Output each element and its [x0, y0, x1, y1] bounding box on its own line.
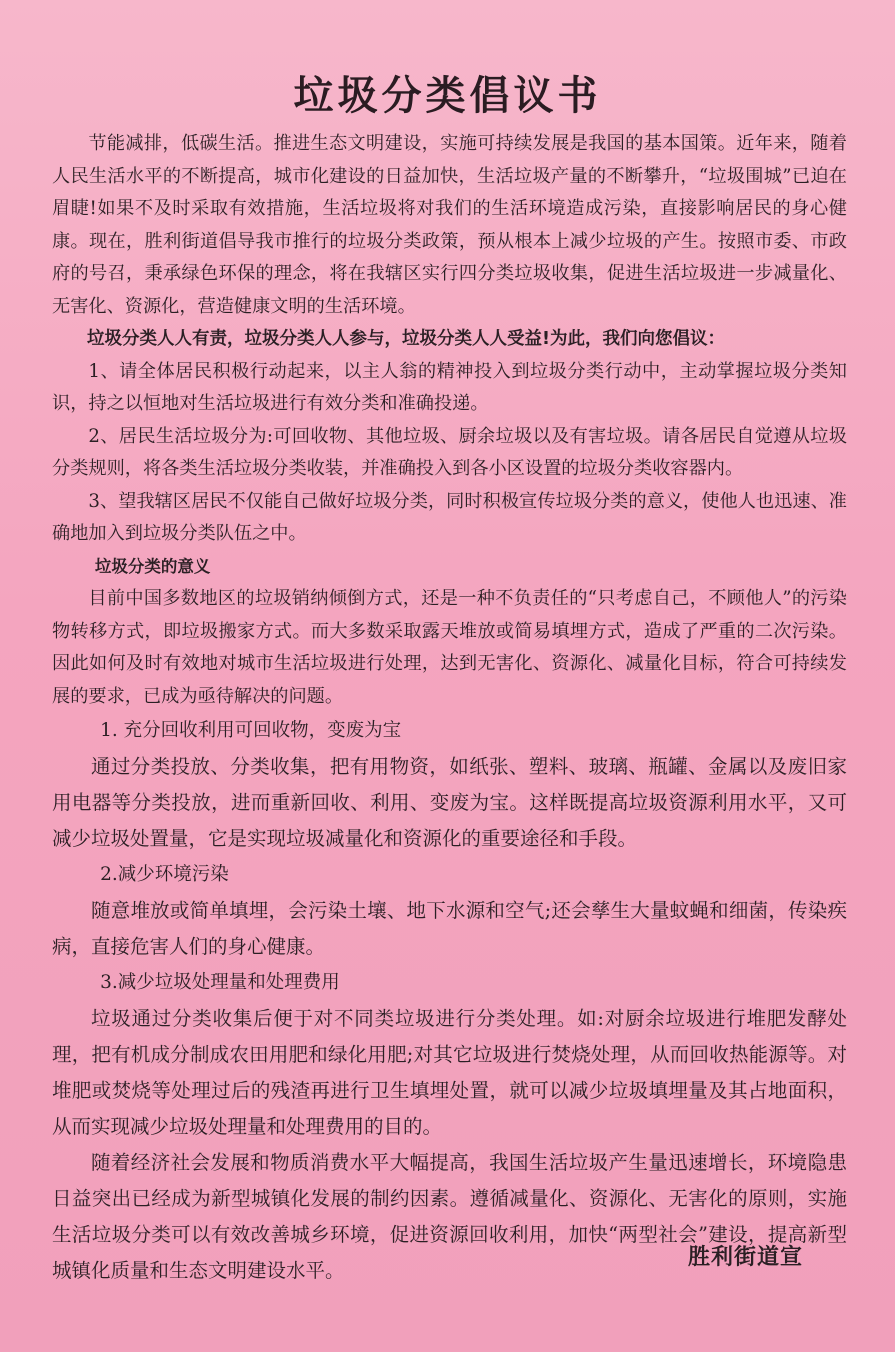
point-text-1: 通过分类投放、分类收集，把有用物资，如纸张、塑料、玻璃、瓶罐、金属以及废旧家用电器等分类投放，进而重新回收、利用、变废为宝。这样既提高垃圾资源利用水平，又可减少垃圾处置量，它是实现垃圾减量化和资源化的重要途径和手段。 [52, 755, 847, 850]
proposal-item-3: 3、望我辖区居民不仅能自己做好垃圾分类，同时积极宣传垃圾分类的意义，使他人也迅速、准确地加入到垃圾分类队伍之中。 [52, 490, 847, 544]
meaning-paragraph: 目前中国多数地区的垃圾销纳倾倒方式，还是一种不负责任的“只考虑自己，不顾他人”的污染物转移方式，即垃圾搬家方式。而大多数采取露天堆放或简易填埋方式，造成了严重的二次污染。因此如何及时有效地对城市生活垃圾进行处理，达到无害化、资源化、减量化目标，符合可持续发展的要求，已成为亟待解决的问题。 [52, 588, 847, 707]
document-title: 垃圾分类倡议书 [293, 73, 602, 119]
point-heading-2: 2.减少环境污染 [100, 864, 229, 885]
meaning-heading: 垃圾分类的意义 [94, 556, 211, 576]
point-text-2: 随意堆放或简单填埋，会污染土壤、地下水源和空气;还会孳生大量蚊蝇和细菌，传染疾病，直接危害人们的身心健康。 [52, 899, 847, 958]
call-to-action: 垃圾分类人人有责，垃圾分类人人参与，垃圾分类人人受益!为此，我们向您倡议： [87, 329, 725, 349]
point-heading-3: 3.减少垃圾处理量和处理费用 [100, 972, 340, 993]
intro-paragraph: 节能减排，低碳生活。推进生态文明建设，实施可持续发展是我国的基本国策。近年来，随着人民生活水平的不断提高，城市化建设的日益加快，生活垃圾产量的不断攀升，“垃圾围城”已迫在眉睫!如果不及时采取有效措施，生活垃圾将对我们的生活环境造成污染，直接影响居民的身心健康。现在，胜利街道倡导我市推行的垃圾分类政策，预从根本上减少垃圾的产生。按照市委、市政府的号召，秉承绿色环保的理念，将在我辖区实行四分类垃圾收集，促进生活垃圾进一步减量化、无害化、资源化，营造健康文明的生活环境。 [52, 133, 847, 317]
signature: 胜利街道宣 [687, 1245, 803, 1270]
point-heading-1: 1. 充分回收利用可回收物，变废为宝 [100, 720, 402, 741]
closing-paragraph: 随着经济社会发展和物质消费水平大幅提高，我国生活垃圾产生量迅速增长，环境隐患日益突出已经成为新型城镇化发展的制约因素。遵循减量化、资源化、无害化的原则，实施生活垃圾分类可以有效改善城乡环境，促进资源回收利用，加快“两型社会”建设，提高新型城镇化质量和生态文明建设水平。 [52, 1151, 847, 1282]
points-section [52, 713, 847, 1289]
proposal-item-1: 1、请全体居民积极行动起来，以主人翁的精神投入到垃圾分类行动中，主动掌握垃圾分类知识，持之以恒地对生活垃圾进行有效分类和准确投递。 [52, 360, 847, 414]
point-text-3: 垃圾通过分类收集后便于对不同类垃圾进行分类处理。如:对厨余垃圾进行堆肥发酵处理，把有机成分制成农田用肥和绿化用肥;对其它垃圾进行焚烧处理，从而回收热能源等。对堆肥或焚烧等处理过后的残渣再进行卫生填埋处置，就可以减少垃圾填埋量及其占地面积，从而实现减少垃圾处理量和处理费用的目的。 [52, 1007, 847, 1138]
proposal-item-2: 2、居民生活垃圾分为:可回收物、其他垃圾、厨余垃圾以及有害垃圾。请各居民自觉遵从垃圾分类规则，将各类生活垃圾分类收装，并准确投入到各小区设置的垃圾分类收容器内。 [52, 425, 847, 479]
document-body [52, 128, 847, 1289]
